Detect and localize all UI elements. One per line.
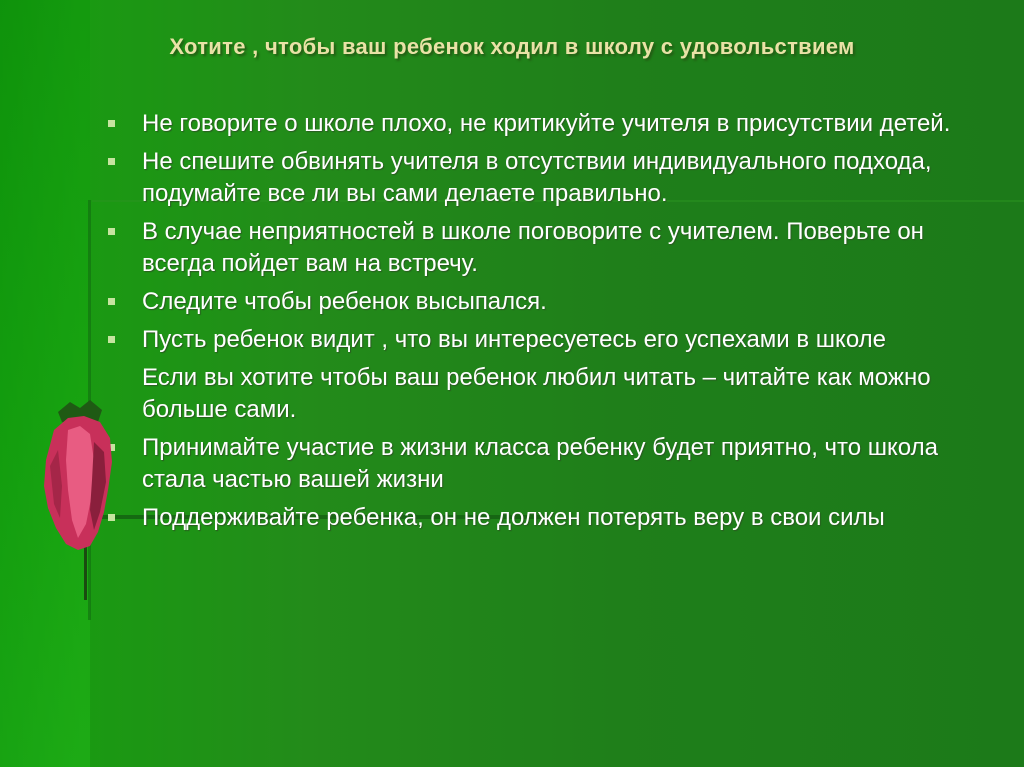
- bullet-text: Пусть ребенок видит , что вы интересуетесь его успехами в школе: [142, 326, 886, 353]
- bullet-text: Следите чтобы ребенок высыпался.: [142, 288, 547, 315]
- square-bullet-icon: [108, 298, 115, 305]
- square-bullet-icon: [108, 158, 115, 165]
- decorative-band: [0, 0, 90, 767]
- slide-title: Хотите , чтобы ваш ребенок ходил в школу с удовольствием: [169, 34, 855, 59]
- bullet-item: [100, 216, 980, 280]
- square-bullet-icon: [108, 120, 115, 127]
- bullet-text: Если вы хотите чтобы ваш ребенок любил читать – читайте как можно больше сами.: [142, 364, 931, 423]
- bullet-text: Поддерживайте ребенка, он не должен потерять веру в свои силы: [142, 504, 885, 531]
- bullet-text: Принимайте участие в жизни класса ребенку будет приятно, что школа стала частью вашей жизни: [142, 434, 938, 493]
- bullet-list: [100, 108, 980, 540]
- bullet-text: Не спешите обвинять учителя в отсутствии индивидуального подхода, подумайте все ли вы сами делаете правильно.: [142, 148, 932, 207]
- bullet-item: [100, 502, 980, 534]
- bullet-item: [100, 432, 980, 496]
- bullet-item: [100, 108, 980, 140]
- bullet-text: В случае неприятностей в школе поговорите с учителем. Поверьте он всегда пойдет вам на встречу.: [142, 218, 924, 277]
- square-bullet-icon: [108, 228, 115, 235]
- bullet-text: Не говорите о школе плохо, не критикуйте учителя в присутствии детей.: [142, 110, 951, 137]
- bullet-item: [100, 286, 980, 318]
- bullet-item: [100, 324, 980, 356]
- flower-icon: [28, 390, 118, 600]
- bullet-item: [100, 146, 980, 210]
- bullet-item: [100, 362, 980, 426]
- square-bullet-icon: [108, 336, 115, 343]
